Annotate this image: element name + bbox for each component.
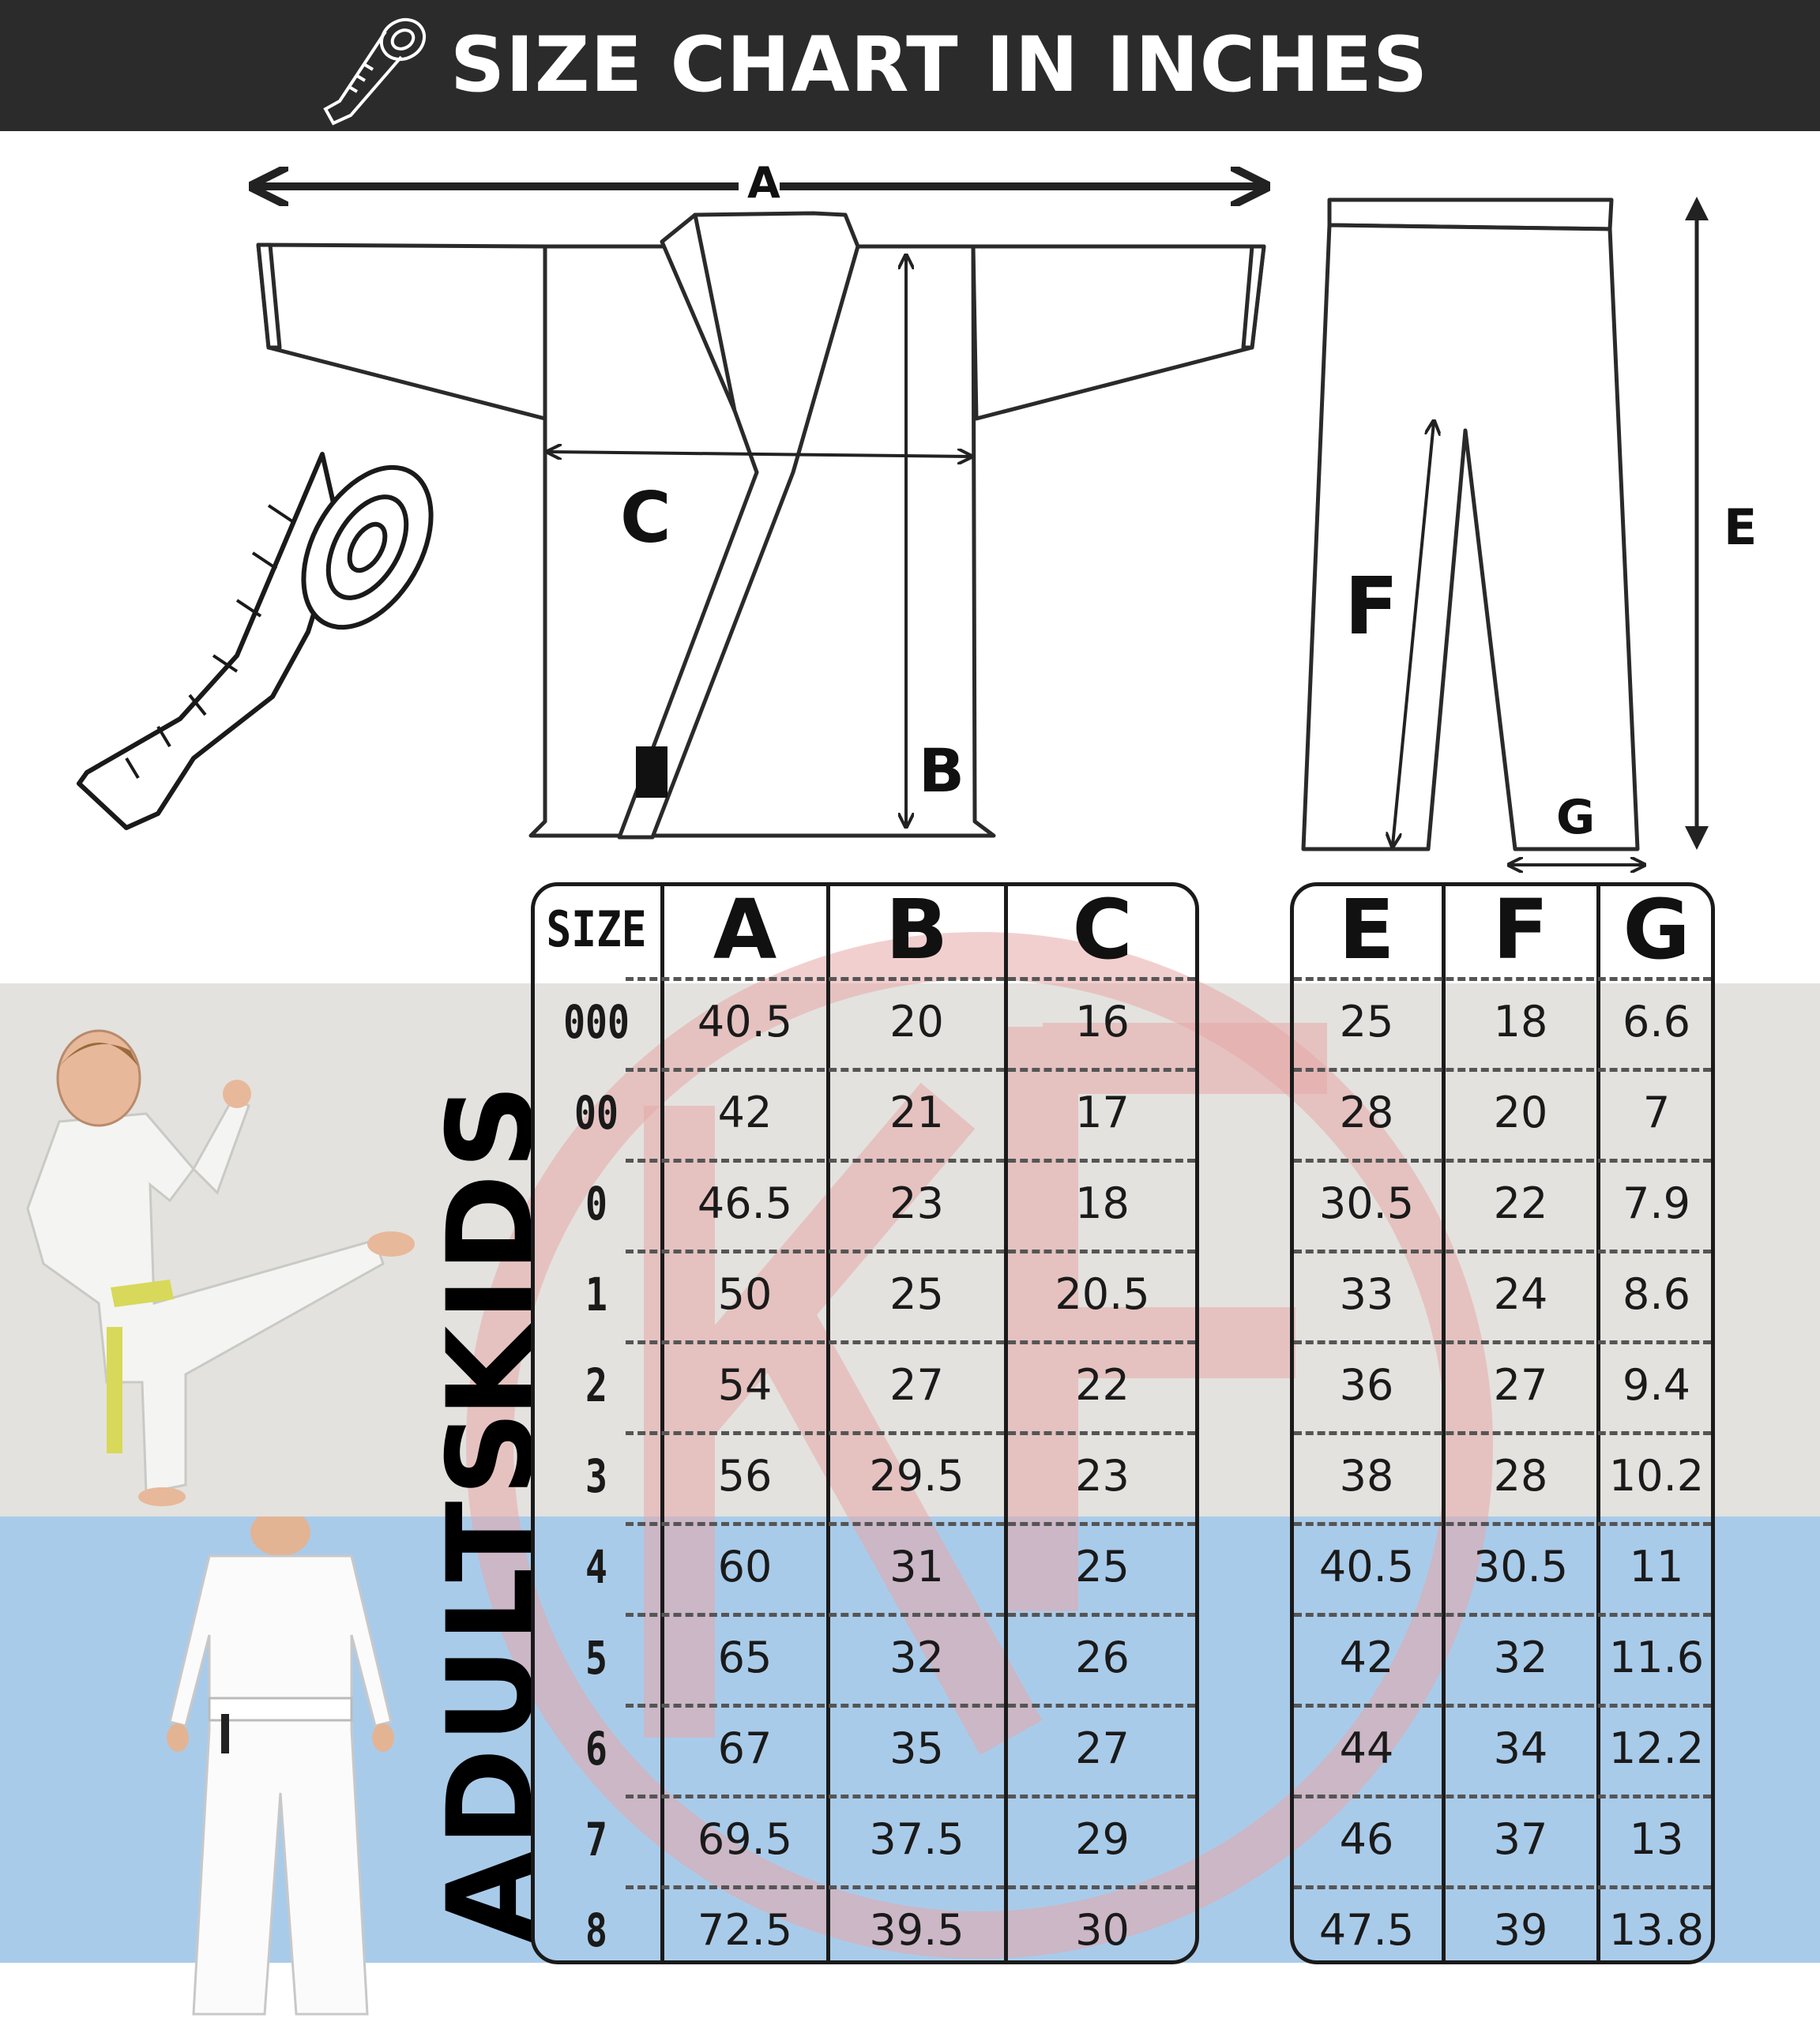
table-cell: 25 [1339, 997, 1394, 1047]
table-cell: 69.5 [697, 1814, 793, 1864]
size-value: 2 [585, 1359, 607, 1412]
table-cell: 20.5 [1055, 1269, 1150, 1319]
table-cell: 33 [1339, 1269, 1394, 1319]
table-cell: 35 [889, 1723, 944, 1773]
table-cell: 27 [1075, 1723, 1130, 1773]
table-cell: 39 [1493, 1905, 1548, 1955]
table-cell: 50 [717, 1269, 773, 1319]
label-g: G [1556, 790, 1596, 845]
table-cell: 34 [1493, 1723, 1548, 1773]
table-cell: 56 [717, 1451, 773, 1501]
table-cell: 30.5 [1318, 1178, 1415, 1228]
table-cell: 21 [889, 1088, 944, 1137]
table-cell: 29 [1075, 1814, 1130, 1864]
page-title: SIZE CHART IN INCHES [450, 21, 1429, 109]
table-cell: 46 [1339, 1814, 1394, 1864]
table-cell: 40.5 [697, 997, 793, 1047]
table-cell: 13 [1629, 1814, 1684, 1864]
kid-karate-photo [12, 1003, 423, 1509]
table-cell: 10.2 [1608, 1451, 1705, 1501]
size-header: SIZE [546, 900, 647, 958]
column-header-f: F [1492, 881, 1549, 978]
table-cell: 29.5 [869, 1451, 965, 1501]
size-value: 000 [563, 995, 630, 1049]
table-cell: 22 [1075, 1360, 1130, 1410]
table-cell: 36 [1339, 1360, 1394, 1410]
table-cell: 37.5 [869, 1814, 965, 1864]
size-value: 0 [585, 1177, 607, 1231]
pants-outline [1303, 200, 1638, 849]
label-a: A [747, 158, 780, 208]
table-cell: 42 [717, 1088, 773, 1137]
label-b: B [919, 735, 965, 806]
measuring-tape-icon [316, 8, 434, 126]
table-cell: 7 [1642, 1088, 1671, 1137]
adult-karate-photo [154, 1516, 407, 2022]
table-cell: 65 [717, 1633, 773, 1682]
table-cell: 20 [1493, 1088, 1548, 1137]
size-value: 00 [574, 1086, 619, 1140]
size-value: 8 [585, 1904, 607, 1957]
column-header-e: E [1338, 881, 1395, 978]
table-cell: 25 [1075, 1542, 1130, 1592]
table-cell: 9.4 [1623, 1360, 1690, 1410]
table-cell: 54 [717, 1360, 773, 1410]
jacket-label [636, 746, 667, 798]
kids-label: KIDS [423, 1079, 560, 1418]
adults-label: ADULTS [423, 1406, 560, 1943]
table-cell: 18 [1493, 997, 1548, 1047]
table-cell: 30 [1075, 1905, 1130, 1955]
table-cell: 39.5 [869, 1905, 965, 1955]
table-cell: 22 [1493, 1178, 1548, 1228]
table-cell: 72.5 [697, 1905, 793, 1955]
table-cell: 24 [1493, 1269, 1548, 1319]
table-cell: 12.2 [1608, 1723, 1705, 1773]
column-header-g: G [1623, 881, 1690, 978]
table-cell: 11 [1629, 1542, 1684, 1592]
label-c: C [620, 477, 671, 558]
table-cell: 40.5 [1318, 1542, 1415, 1592]
table-cell: 7.9 [1623, 1178, 1690, 1228]
label-f: F [1344, 560, 1399, 652]
table-cell: 23 [889, 1178, 944, 1228]
table-cell: 46.5 [697, 1178, 793, 1228]
table-cell: 42 [1339, 1633, 1394, 1682]
size-value: 6 [585, 1722, 607, 1776]
table-cell: 28 [1339, 1088, 1394, 1137]
table-cell: 67 [717, 1723, 773, 1773]
table-cell: 38 [1339, 1451, 1394, 1501]
table-cell: 23 [1075, 1451, 1130, 1501]
size-value: 4 [585, 1540, 607, 1594]
size-value: 1 [585, 1268, 607, 1321]
size-value: 3 [585, 1449, 607, 1503]
table-cell: 37 [1493, 1814, 1548, 1864]
column-header-a: A [713, 881, 777, 978]
size-value: 5 [585, 1631, 607, 1685]
table-cell: 44 [1339, 1723, 1394, 1773]
table-cell: 30.5 [1472, 1542, 1569, 1592]
table-cell: 8.6 [1623, 1269, 1690, 1319]
table-cell: 11.6 [1608, 1633, 1705, 1682]
size-value: 7 [585, 1813, 607, 1866]
table-cell: 18 [1075, 1178, 1130, 1228]
table-cell: 17 [1075, 1088, 1130, 1137]
table-cell: 6.6 [1623, 997, 1690, 1047]
table-cell: 25 [889, 1269, 944, 1319]
header-bar [0, 0, 1820, 131]
table-cell: 13.8 [1608, 1905, 1705, 1955]
tape-measure-illustration [79, 445, 457, 828]
uniform-diagram [0, 131, 1820, 874]
label-e: E [1724, 498, 1758, 556]
column-header-b: B [885, 881, 949, 978]
table-cell: 60 [717, 1542, 773, 1592]
table-cell: 32 [889, 1633, 944, 1682]
table-cell: 27 [889, 1360, 944, 1410]
table-cell: 32 [1493, 1633, 1548, 1682]
table-cell: 26 [1075, 1633, 1130, 1682]
table-cell: 28 [1493, 1451, 1548, 1501]
table-cell: 27 [1493, 1360, 1548, 1410]
table-cell: 16 [1075, 997, 1130, 1047]
table-cell: 31 [889, 1542, 944, 1592]
table-cell: 20 [889, 997, 944, 1047]
column-header-c: C [1072, 881, 1133, 978]
table-cell: 47.5 [1318, 1905, 1415, 1955]
